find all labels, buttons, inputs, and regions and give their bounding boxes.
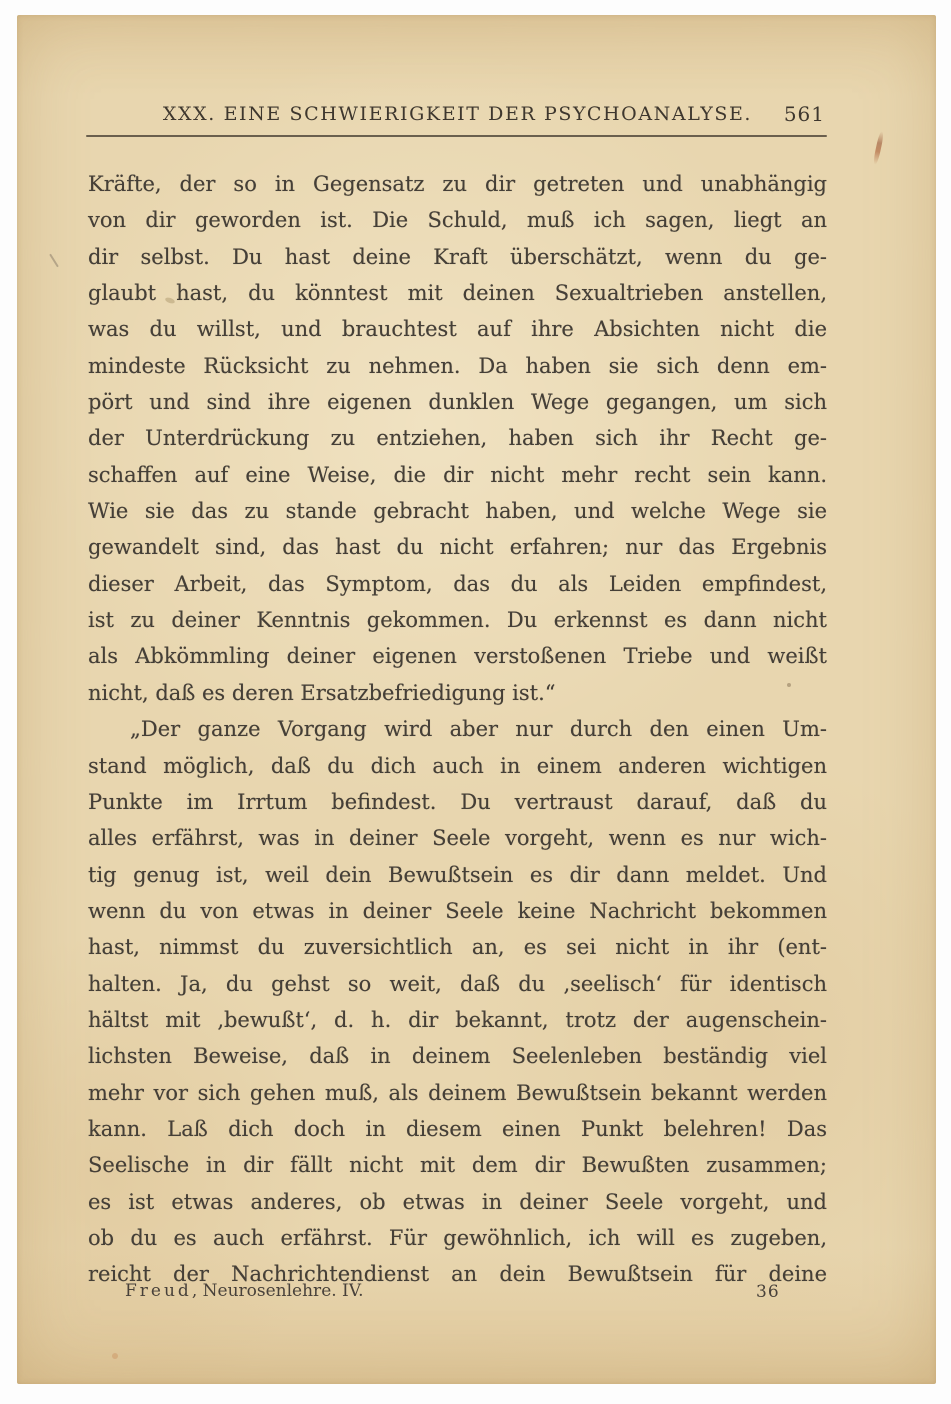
page-header bbox=[88, 103, 827, 129]
paper-speck bbox=[112, 1353, 118, 1359]
text-line: Seelische in dir fällt nicht mit dem dir Bewußten zusammen; bbox=[88, 1153, 827, 1178]
text-line: mehr vor sich gehen muß, als deinem Bewußtsein bekannt werden bbox=[88, 1080, 827, 1105]
text-line: als Abkömmling deiner eigenen verstoßenen Triebe und weißt bbox=[88, 644, 827, 669]
text-line: alles erfährst, was in deiner Seele vorgeht, wenn es nur wich- bbox=[88, 826, 827, 851]
text-line: stand möglich, daß du dich auch in einem anderen wichtigen bbox=[88, 753, 827, 778]
footer-author: Freud bbox=[125, 1281, 192, 1301]
paper-scratch-blemish bbox=[49, 254, 59, 268]
text-line-paragraph-start: „Der ganze Vorgang wird aber nur durch den einen Um- bbox=[130, 717, 827, 742]
text-line: hältst mit ‚bewußt‘, d. h. dir bekannt, trotz der augenschein- bbox=[88, 1007, 827, 1032]
text-line: pört und sind ihre eigenen dunklen Wege gegangen, um sich bbox=[88, 390, 827, 415]
text-line: gewandelt sind, das hast du nicht erfahren; nur das Ergebnis bbox=[88, 535, 827, 560]
paper-fiber-blemish bbox=[873, 131, 885, 165]
text-line: tig genug ist, weil dein Bewußtsein es dir dann meldet. Und bbox=[88, 862, 827, 887]
paper-speck bbox=[787, 683, 791, 687]
text-line: es ist etwas anderes, ob etwas in deiner Seele vorgeht, und bbox=[88, 1189, 827, 1214]
text-line: lichsten Beweise, daß in deinem Seelenleben beständig viel bbox=[88, 1044, 827, 1069]
body-text bbox=[88, 166, 827, 1293]
text-line: halten. Ja, du gehst so weit, daß du ‚seelisch‘ für identisch bbox=[88, 971, 827, 996]
header-rule bbox=[86, 135, 827, 137]
text-line: wenn du von etwas in deiner Seele keine Nachricht bekommen bbox=[88, 898, 827, 923]
page-footer bbox=[88, 1281, 827, 1305]
running-title: XXX. EINE SCHWIERIGKEIT DER PSYCHOANALYSE. bbox=[162, 103, 753, 125]
text-line-paragraph-end: nicht, daß es deren Ersatzbefriedigung ist.“ bbox=[88, 680, 556, 705]
text-line: der Unterdrückung zu entziehen, haben sich ihr Recht ge- bbox=[88, 426, 827, 451]
footer-work-title: , Neurosenlehre. IV. bbox=[191, 1281, 364, 1301]
text-line: schaffen auf eine Weise, die dir nicht mehr recht sein kann. bbox=[88, 462, 827, 487]
text-line: ob du es auch erfährst. Für gewöhnlich, ich will es zugeben, bbox=[88, 1225, 827, 1250]
text-line: ist zu deiner Kenntnis gekommen. Du erkennst es dann nicht bbox=[88, 608, 827, 633]
text-line: Punkte im Irrtum befindest. Du vertraust darauf, daß du bbox=[88, 789, 827, 814]
text-line: was du willst, und brauchtest auf ihre Absichten nicht die bbox=[88, 317, 827, 342]
book-page bbox=[17, 15, 936, 1384]
text-line: reicht der Nachrichtendienst an dein Bewußtsein für deine bbox=[88, 1262, 827, 1287]
text-line: Kräfte, der so in Gegensatz zu dir getreten und unabhängig bbox=[88, 172, 827, 196]
page-number: 561 bbox=[783, 102, 825, 126]
text-line: glaubt hast, du könntest mit deinen Sexualtrieben anstellen, bbox=[88, 281, 827, 306]
text-line: hast, nimmst du zuversichtlich an, es sei nicht in ihr (ent- bbox=[88, 935, 827, 960]
sheet-number: 36 bbox=[756, 1282, 780, 1302]
text-line: von dir geworden ist. Die Schuld, muß ich sagen, liegt an bbox=[88, 208, 827, 233]
text-line: Wie sie das zu stande gebracht haben, und welche Wege sie bbox=[88, 499, 827, 524]
text-line: dieser Arbeit, das Symptom, das du als Leiden empfindest, bbox=[88, 571, 827, 596]
text-line: kann. Laß dich doch in diesem einen Punkt belehren! Das bbox=[88, 1116, 827, 1141]
text-line: dir selbst. Du hast deine Kraft überschätzt, wenn du ge- bbox=[88, 244, 827, 269]
text-line: mindeste Rücksicht zu nehmen. Da haben sie sich denn em- bbox=[88, 353, 827, 378]
